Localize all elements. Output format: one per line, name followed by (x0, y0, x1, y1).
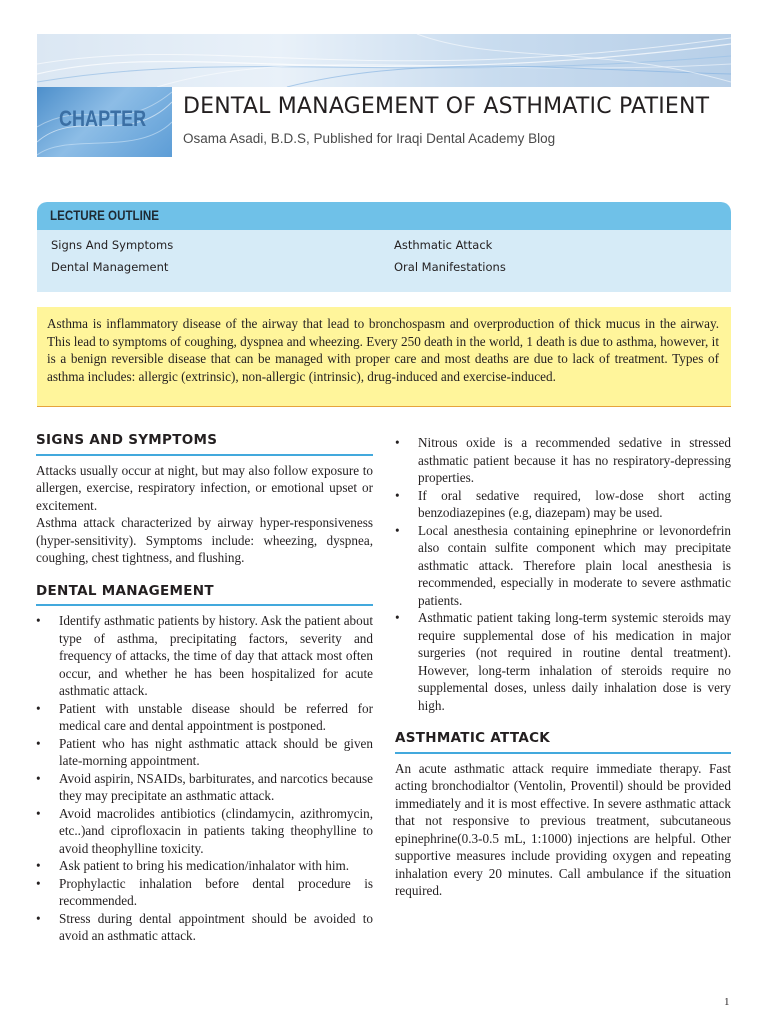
list-item: • Nitrous oxide is a recommended sedative in stressed asthmatic patient because it has no respiratory-depressing properties. (395, 434, 731, 487)
signs-paragraph-2: Asthma attack characterized by airway hyper-responsiveness (hyper-sensitivity). Symptoms include: wheezing, dyspnea, coughing, chest tightness, and flushing. (36, 515, 373, 565)
outline-item-dental: Dental Management (51, 260, 169, 274)
section-heading-dental: DENTAL MANAGEMENT (36, 583, 373, 607)
list-item: • Patient who has night asthmatic attack should be given late-morning appointment. (36, 735, 373, 770)
right-column (395, 434, 731, 900)
section-heading-attack: ASTHMATIC ATTACK (395, 730, 731, 754)
list-item: • Avoid macrolides antibiotics (clindamycin, azithromycin, etc..)and ciprofloxacin in patients taking theophylline to avoid theophylline toxicity. (36, 805, 373, 858)
list-item: • Asthmatic patient taking long-term systemic steroids may require supplemental dose of his medication in major surgeries (not required in routine dental treatment). However, long-term inhalation of steroids require no supplemental doses, unless daily inhalation dose is very high. (395, 609, 731, 714)
list-item: • If oral sedative required, low-dose short acting benzodiazepines (e.g, diazepam) may be used. (395, 487, 731, 522)
attack-paragraph: An acute asthmatic attack require immediate therapy. Fast acting bronchodialtor (Ventolin, Proventil) should be provided immediately and it is most effective. In severe asthmatic attack that not responsive to previous treatment, subcutaneous epinephrine(0.3-0.5 mL, 1:1000) injections are helpful. Other supportive measures include providing oxygen and repeating inhalation every 20 minutes. Call ambulance if the situation required. (395, 760, 731, 898)
lecture-outline-header (37, 202, 731, 230)
list-item: • Patient with unstable disease should be referred for medical care and dental appointment is postponed. (36, 700, 373, 735)
list-item: • Avoid aspirin, NSAIDs, barbiturates, and narcotics because they may precipitate an asthmatic attack. (36, 770, 373, 805)
left-column (36, 432, 373, 945)
signs-paragraph-1: Attacks usually occur at night, but may also follow exposure to allergen, exercise, respiratory infection, or emotional upset or excitement. (36, 462, 373, 513)
lecture-outline-heading: LECTURE OUTLINE (50, 208, 160, 223)
outline-item-signs: Signs And Symptoms (51, 238, 174, 252)
dental-management-list-continued (395, 434, 731, 714)
lecture-outline-box (37, 202, 731, 292)
list-item: • Prophylactic inhalation before dental procedure is recommended. (36, 875, 373, 910)
outline-item-oral: Oral Manifestations (394, 260, 506, 274)
chapter-label: CHAPTER (59, 106, 147, 131)
dental-management-list (36, 612, 373, 945)
abstract-box: Asthma is inflammatory disease of the airway that lead to bronchospasm and overproduction of thick mucus in the airway. This lead to symptoms of coughing, dyspnea and wheezing. Every 250 death in the world, 1 death is due to asthma, however, it is a benign reversible disease that can be managed with proper care and most deaths are due to lack of treatment. Types of asthma includes: allergic (extrinsic), non-allergic (intrinsic), drug-induced and exercise-induced. (37, 307, 731, 407)
header-banner-image (37, 34, 731, 87)
page-number: 1 (724, 996, 730, 1008)
outline-item-attack: Asthmatic Attack (394, 238, 493, 252)
list-item: • Ask patient to bring his medication/inhalator with him. (36, 857, 373, 875)
document-title: DENTAL MANAGEMENT OF ASTHMATIC PATIENT (183, 94, 710, 119)
list-item: • Local anesthesia containing epinephrine or levonordefrin also contain sulfite component which may precipitate asthmatic attack. Therefore plain local anesthesia is recommended, especially in moderate to severe asthmatic patients. (395, 522, 731, 610)
list-item: • Stress during dental appointment should be avoided to avoid an asthmatic attack. (36, 910, 373, 945)
section-heading-signs: SIGNS AND SYMPTOMS (36, 432, 373, 456)
document-author: Osama Asadi, B.D.S, Published for Iraqi Dental Academy Blog (183, 131, 556, 146)
list-item: • Identify asthmatic patients by history. Ask the patient about type of asthma, precipitating factors, severity and frequency of attacks, the time of day that attack most often occur, and whether he has been hospitalized for acute asthmatic attack. (36, 612, 373, 700)
